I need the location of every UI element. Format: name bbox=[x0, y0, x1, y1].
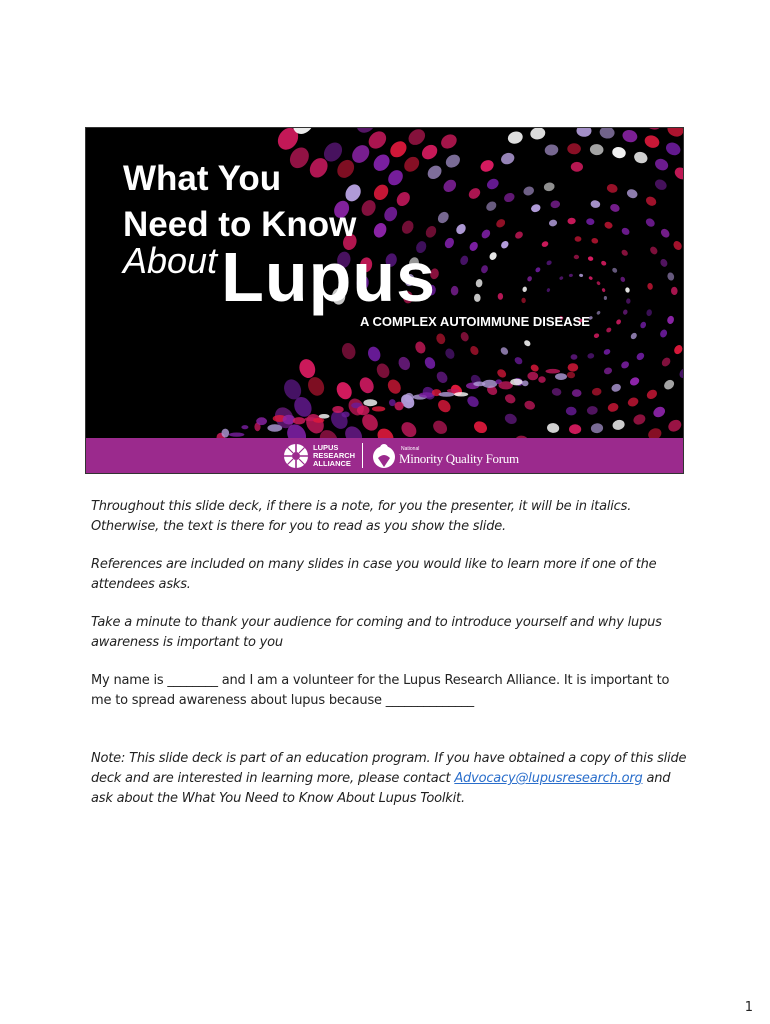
vortex-dot bbox=[313, 418, 324, 423]
vortex-dot bbox=[503, 393, 517, 406]
vortex-dot bbox=[587, 353, 595, 360]
minority-quality-forum-logo bbox=[371, 440, 519, 471]
vortex-dot bbox=[522, 380, 529, 386]
vortex-dot bbox=[606, 183, 619, 194]
vortex-dot bbox=[633, 150, 650, 165]
vortex-dot bbox=[626, 396, 639, 408]
vortex-dot bbox=[530, 203, 542, 213]
vortex-dot bbox=[622, 309, 628, 316]
vortex-dot bbox=[590, 423, 603, 434]
vortex-dot bbox=[646, 309, 653, 317]
vortex-dot bbox=[574, 255, 579, 259]
vortex-dot bbox=[527, 372, 538, 381]
vortex-dot bbox=[548, 219, 557, 227]
vortex-dot bbox=[682, 253, 683, 265]
vortex-dot bbox=[465, 394, 481, 409]
vortex-dot bbox=[589, 143, 604, 155]
vortex-dot bbox=[530, 363, 540, 372]
vortex-dot bbox=[472, 419, 489, 435]
vortex-dot bbox=[419, 392, 434, 398]
title-line-1: What You bbox=[123, 159, 282, 198]
vortex-dot bbox=[644, 128, 664, 132]
vortex-dot bbox=[644, 195, 658, 208]
vortex-dot bbox=[571, 162, 583, 172]
vortex-dot bbox=[604, 221, 614, 230]
vortex-dot bbox=[293, 417, 305, 424]
about-word: About bbox=[123, 240, 218, 281]
vortex-dot bbox=[604, 296, 607, 300]
vortex-dot bbox=[620, 360, 630, 370]
vortex-dot bbox=[450, 286, 458, 296]
vortex-dot bbox=[484, 200, 498, 213]
vortex-dot bbox=[394, 189, 413, 208]
vortex-dot bbox=[385, 167, 406, 188]
vortex-dot bbox=[566, 407, 577, 416]
vortex-dot bbox=[454, 392, 468, 396]
vortex-dot bbox=[436, 210, 451, 226]
vortex-dot bbox=[546, 369, 561, 374]
vortex-dot bbox=[569, 273, 573, 277]
vortex-dot bbox=[571, 354, 578, 360]
vortex-dot bbox=[523, 339, 532, 348]
vortex-dot bbox=[620, 249, 629, 258]
vortex-dot bbox=[469, 344, 481, 356]
vortex-dot bbox=[610, 383, 622, 393]
vortex-dot bbox=[653, 177, 668, 192]
logo-divider bbox=[362, 443, 363, 468]
vortex-dot bbox=[632, 413, 647, 427]
vortex-dot bbox=[596, 310, 601, 315]
vortex-dot bbox=[523, 399, 536, 411]
vortex-dot bbox=[447, 389, 459, 393]
note-toolkit-text: and ask about the What You Need to Know About Lupus Toolkit. bbox=[91, 771, 671, 806]
vortex-dot bbox=[480, 228, 492, 240]
vortex-dot bbox=[665, 128, 683, 139]
vortex-dot bbox=[503, 412, 518, 426]
slide-subtitle: A COMPLEX AUTOIMMUNE DISEASE bbox=[360, 314, 590, 329]
vortex-dot bbox=[332, 406, 343, 413]
vortex-dot bbox=[626, 298, 631, 304]
vortex-dot bbox=[590, 200, 601, 209]
vortex-dot bbox=[603, 348, 611, 356]
vortex-dot bbox=[468, 240, 480, 252]
vortex-dot bbox=[600, 260, 607, 267]
vortex-dot bbox=[479, 158, 496, 174]
vortex-dot bbox=[607, 402, 620, 413]
vortex-dot bbox=[659, 328, 669, 338]
mqf-small-label: National bbox=[401, 445, 420, 452]
vortex-dot bbox=[305, 374, 327, 398]
vortex-dot bbox=[396, 355, 412, 372]
vortex-dot bbox=[359, 198, 378, 219]
vortex-dot bbox=[495, 217, 507, 229]
vortex-dot bbox=[682, 330, 683, 342]
vortex-dot bbox=[630, 332, 639, 341]
vortex-dot bbox=[666, 272, 675, 282]
mqf-name: Minority Quality Forum bbox=[399, 450, 519, 466]
vortex-dot bbox=[475, 279, 483, 288]
vortex-dot bbox=[297, 357, 318, 380]
vortex-dot bbox=[222, 429, 230, 438]
note-thank-audience: Take a minute to thank your audience for coming and to introduce yourself and why lupus awareness is important to you bbox=[91, 615, 662, 650]
vortex-dot bbox=[620, 276, 626, 283]
lupus-word: Lupus bbox=[221, 238, 437, 316]
vortex-dot bbox=[499, 346, 509, 356]
vortex-dot bbox=[342, 412, 350, 418]
vortex-dot bbox=[436, 397, 453, 414]
vortex-dot bbox=[267, 424, 282, 431]
vortex-dot bbox=[443, 236, 456, 250]
vortex-dot bbox=[334, 380, 355, 402]
lra-line-3: ALLIANCE bbox=[313, 458, 351, 468]
vortex-dot bbox=[405, 393, 414, 403]
vortex-dot bbox=[387, 138, 410, 161]
vortex-dot bbox=[659, 227, 671, 239]
vortex-dot bbox=[611, 267, 618, 274]
vortex-dot bbox=[666, 315, 675, 325]
lupus-research-alliance-icon bbox=[283, 443, 309, 469]
vortex-dot bbox=[639, 321, 647, 330]
vortex-dot bbox=[443, 152, 462, 170]
vortex-dot bbox=[382, 205, 400, 224]
vortex-dot bbox=[671, 287, 678, 296]
minority-quality-forum-icon bbox=[371, 442, 397, 470]
vortex-dot bbox=[620, 226, 630, 236]
presenter-intro-script: My name is ________ and I am a volunteer for the Lupus Research Alliance. It is important to me to spread awareness about lupus because ______________ bbox=[91, 673, 670, 708]
title-slide bbox=[85, 127, 684, 474]
vortex-dot bbox=[510, 379, 522, 386]
vortex-dot bbox=[256, 417, 267, 425]
note-education-program bbox=[91, 749, 691, 809]
vortex-dot bbox=[340, 341, 357, 361]
vortex-dot bbox=[555, 373, 567, 380]
vortex-dot bbox=[615, 318, 622, 325]
vortex-dot bbox=[526, 275, 532, 282]
vortex-dot bbox=[401, 154, 422, 175]
vortex-dot bbox=[544, 144, 559, 157]
vortex-dot bbox=[414, 340, 428, 355]
vortex-dot bbox=[480, 264, 489, 274]
lupus-research-alliance-logo bbox=[283, 441, 355, 470]
vortex-dot bbox=[559, 276, 564, 281]
vortex-dot bbox=[645, 388, 659, 401]
vortex-dot bbox=[625, 287, 630, 293]
speaker-notes bbox=[91, 497, 691, 809]
vortex-dot bbox=[567, 217, 576, 224]
vortex-dot bbox=[611, 419, 625, 432]
vortex-dot bbox=[567, 143, 581, 154]
vortex-dot bbox=[546, 260, 553, 267]
vortex-dot bbox=[649, 245, 659, 256]
vortex-dot bbox=[579, 273, 583, 277]
vortex-dot bbox=[370, 151, 392, 174]
vortex-dot bbox=[514, 230, 525, 240]
vortex-dot bbox=[635, 351, 646, 361]
vortex-dot bbox=[586, 218, 595, 226]
vortex-dot bbox=[672, 239, 683, 251]
vortex-dot bbox=[538, 376, 545, 383]
vortex-dot bbox=[522, 185, 535, 197]
vortex-dot bbox=[374, 361, 391, 380]
vortex-dot bbox=[521, 298, 526, 304]
vortex-dot bbox=[395, 402, 404, 411]
vortex-dot bbox=[425, 163, 444, 182]
vortex-dot bbox=[567, 371, 576, 378]
vortex-dot bbox=[513, 356, 524, 366]
vortex-dot bbox=[405, 128, 428, 148]
vortex-dot bbox=[662, 378, 676, 392]
vortex-dot bbox=[673, 165, 683, 182]
slide-footer-bar bbox=[86, 438, 683, 473]
page-number: 1 bbox=[744, 1000, 753, 1015]
vortex-dot bbox=[400, 219, 416, 236]
vortex-dot bbox=[435, 369, 450, 385]
vortex-dot bbox=[363, 399, 377, 406]
vortex-dot bbox=[629, 376, 641, 387]
vortex-dot bbox=[529, 128, 546, 141]
vortex-dot bbox=[357, 405, 370, 415]
vortex-dot bbox=[572, 389, 582, 397]
vortex-dot bbox=[611, 146, 627, 160]
vortex-dot bbox=[441, 177, 458, 194]
vortex-dot bbox=[664, 140, 683, 158]
vortex-dot bbox=[534, 266, 541, 273]
slide-title bbox=[123, 156, 356, 248]
vortex-dot bbox=[569, 424, 581, 434]
vortex-dot bbox=[599, 128, 616, 139]
vortex-dot bbox=[366, 345, 382, 363]
vortex-dot bbox=[651, 405, 666, 420]
vortex-dot bbox=[586, 406, 598, 416]
vortex-dot bbox=[568, 363, 579, 371]
note-references: References are included on many slides in case you would like to learn more if one of the attendees asks. bbox=[91, 557, 657, 592]
vortex-dot bbox=[498, 293, 504, 300]
vortex-dot bbox=[419, 142, 440, 162]
vortex-dot bbox=[503, 191, 517, 204]
vortex-dot bbox=[500, 239, 510, 249]
vortex-dot bbox=[522, 286, 527, 292]
vortex-dot bbox=[444, 347, 457, 361]
vortex-dot bbox=[575, 236, 582, 242]
vortex-dot bbox=[459, 331, 470, 343]
about-lupus-heading bbox=[123, 238, 437, 316]
lra-wordmark bbox=[313, 444, 355, 468]
vortex-dot bbox=[371, 182, 391, 203]
mqf-wordmark bbox=[399, 447, 519, 465]
vortex-dot bbox=[319, 414, 330, 419]
vortex-dot bbox=[229, 433, 245, 437]
vortex-dot bbox=[596, 281, 601, 286]
vortex-dot bbox=[506, 130, 524, 146]
vortex-dot bbox=[551, 387, 562, 396]
advocacy-email-link[interactable]: Advocacy@lupusresearch.org bbox=[454, 771, 643, 786]
vortex-dot bbox=[459, 254, 470, 266]
vortex-dot bbox=[550, 200, 561, 209]
vortex-dot bbox=[672, 344, 683, 356]
vortex-dot bbox=[603, 366, 613, 375]
vortex-dot bbox=[398, 419, 419, 440]
note-contact-text: Note: This slide deck is part of an education program. If you have obtained a copy of this slide deck and are interested in learning more, please contact bbox=[91, 751, 687, 786]
vortex-dot bbox=[454, 222, 467, 236]
vortex-dot bbox=[644, 217, 656, 229]
vortex-dot bbox=[499, 151, 516, 166]
vortex-dot bbox=[605, 327, 612, 334]
vortex-dot bbox=[365, 128, 390, 152]
vortex-dot bbox=[385, 377, 403, 396]
vortex-dot bbox=[372, 221, 389, 240]
vortex-dot bbox=[546, 422, 559, 433]
vortex-dot bbox=[643, 133, 661, 150]
vortex-dot bbox=[601, 288, 605, 293]
vortex-dot bbox=[474, 294, 481, 302]
vortex-dot bbox=[659, 258, 669, 268]
vortex-dot bbox=[372, 406, 385, 411]
lra-line-2: RESEARCH bbox=[313, 450, 356, 460]
vortex-dot bbox=[467, 186, 483, 201]
vortex-dot bbox=[591, 387, 602, 396]
vortex-dot bbox=[666, 417, 683, 433]
title-line-2: Need to Know bbox=[123, 205, 357, 244]
vortex-dot bbox=[593, 333, 600, 339]
vortex-dot bbox=[543, 182, 555, 193]
vortex-dot bbox=[591, 237, 599, 244]
vortex-dot bbox=[430, 418, 449, 437]
note-italics-explanation: Throughout this slide deck, if there is a note, for you the presenter, it will be in italics. Otherwise, the text is there for you to read as you show the slide. bbox=[91, 499, 632, 534]
lra-line-1: LUPUS bbox=[313, 442, 339, 452]
vortex-dot bbox=[653, 157, 670, 173]
vortex-dot bbox=[546, 288, 550, 293]
vortex-dot bbox=[626, 188, 639, 200]
vortex-dot bbox=[485, 177, 500, 192]
vortex-dot bbox=[423, 355, 438, 370]
vortex-dot bbox=[609, 203, 621, 213]
vortex-dot bbox=[488, 251, 498, 261]
vortex-dot bbox=[621, 128, 639, 143]
vortex-dot bbox=[241, 425, 248, 429]
vortex-dot bbox=[357, 375, 376, 396]
vortex-dot bbox=[677, 366, 683, 380]
vortex-dot bbox=[588, 276, 593, 281]
vortex-dot bbox=[647, 283, 654, 291]
vortex-dot bbox=[435, 332, 447, 345]
vortex-dot bbox=[660, 356, 672, 368]
vortex-dot bbox=[482, 380, 497, 388]
vortex-dot bbox=[496, 367, 508, 379]
vortex-dot bbox=[587, 256, 593, 262]
vortex-dot bbox=[438, 132, 459, 152]
vortex-dot bbox=[541, 240, 549, 248]
vortex-dot bbox=[576, 128, 591, 137]
